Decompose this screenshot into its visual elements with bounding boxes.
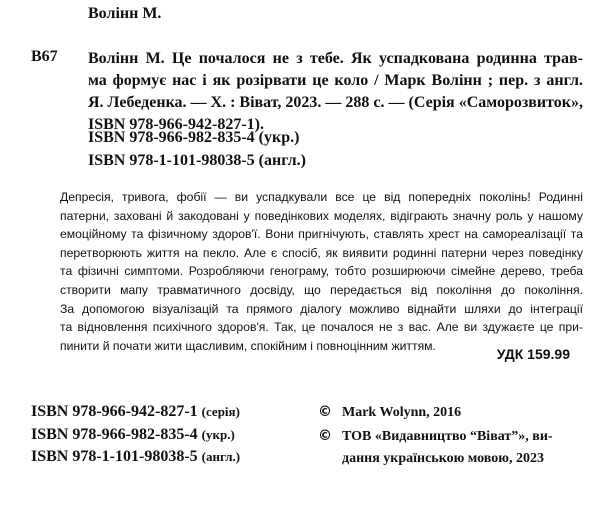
isbn-ukr: ISBN 978-966-982-835-4 (укр.)	[88, 129, 300, 146]
isbn-note: (англ.)	[201, 449, 241, 464]
isbn-row	[31, 401, 240, 424]
udc-code: УДК 159.99	[496, 346, 570, 362]
abstract-line: та фізичні симптоми. Розробляючи генограму, тобто розширюючи сімейне дерево, треба	[60, 264, 583, 279]
author-heading: Волінн М.	[88, 5, 162, 22]
abstract-line: та відновлення психічного здоров'я. Так, це почалося не з вас. Але ви здужаєте це при-	[60, 320, 583, 335]
isbn-number: ISBN 978-1-101-98038-5	[31, 448, 198, 465]
catalog-line: ISBN 978-966-942-827-1).	[88, 116, 264, 133]
abstract-line: емоційному та фізичному здоров'ї. Вони пригнічують, ставлять хрест на самореалізації та	[60, 227, 583, 242]
copyright-symbol: ©	[318, 404, 332, 420]
copyright-text-continued: дання українською мовою, 2023	[342, 451, 544, 466]
copyright-text: ТОВ «Видавництво “Віват”», ви-	[342, 428, 553, 444]
isbn-number: ISBN 978-966-942-827-1	[31, 403, 198, 420]
catalog-line: Волінн М. Це почалося не з тебе. Як успадкована родинна трав-	[88, 50, 583, 67]
copyright-row	[318, 401, 553, 425]
isbn-note: (укр.)	[201, 426, 235, 442]
isbn-note: (серія)	[201, 404, 240, 419]
copyright-text: Mark Wolynn, 2016	[342, 405, 462, 420]
copyright-symbol: ©	[318, 427, 332, 444]
isbn-eng: ISBN 978-1-101-98038-5 (англ.)	[88, 152, 306, 169]
catalog-line: Я. Лебеденка. — Х. : Віват, 2023. — 288 с. — (Серія «Саморозвиток»,	[88, 94, 583, 111]
abstract-line: пинити й почати жити щасливим, спокійним і повноцінним життям.	[60, 338, 436, 353]
abstract-line: перетворюють життя на пекло. Але є спосіб, як виявити родинні патерни через поведінку	[60, 245, 583, 260]
abstract-line: За допомогою візуалізацій та прямого діалогу можливо віднайти шляхи до інтеграції	[60, 301, 583, 316]
abstract-line: патерни, заховані й закодовані у поведінкових моделях, відіграють значну роль у нашому	[60, 208, 583, 223]
abstract-line: Депресія, тривога, фобії — ви успадкували все це від попередніх поколінь! Родинні	[60, 190, 583, 204]
copyright-row	[318, 425, 553, 449]
isbn-row	[31, 424, 240, 447]
catalog-line: ма формує нас і як розірвати це коло / Марк Волінн ; пер. з англ.	[88, 72, 583, 89]
catalog-entry	[88, 48, 583, 136]
abstract	[60, 188, 583, 355]
classification-code: В67	[31, 48, 58, 65]
abstract-line: створити мапу травматичного досвіду, що передається від покоління до покоління.	[60, 282, 583, 297]
isbn-list	[31, 401, 240, 469]
isbn-row	[31, 446, 240, 469]
copyright-block	[318, 401, 553, 471]
catalog-isbns	[88, 126, 306, 172]
isbn-number: ISBN 978-966-982-835-4	[31, 425, 198, 443]
